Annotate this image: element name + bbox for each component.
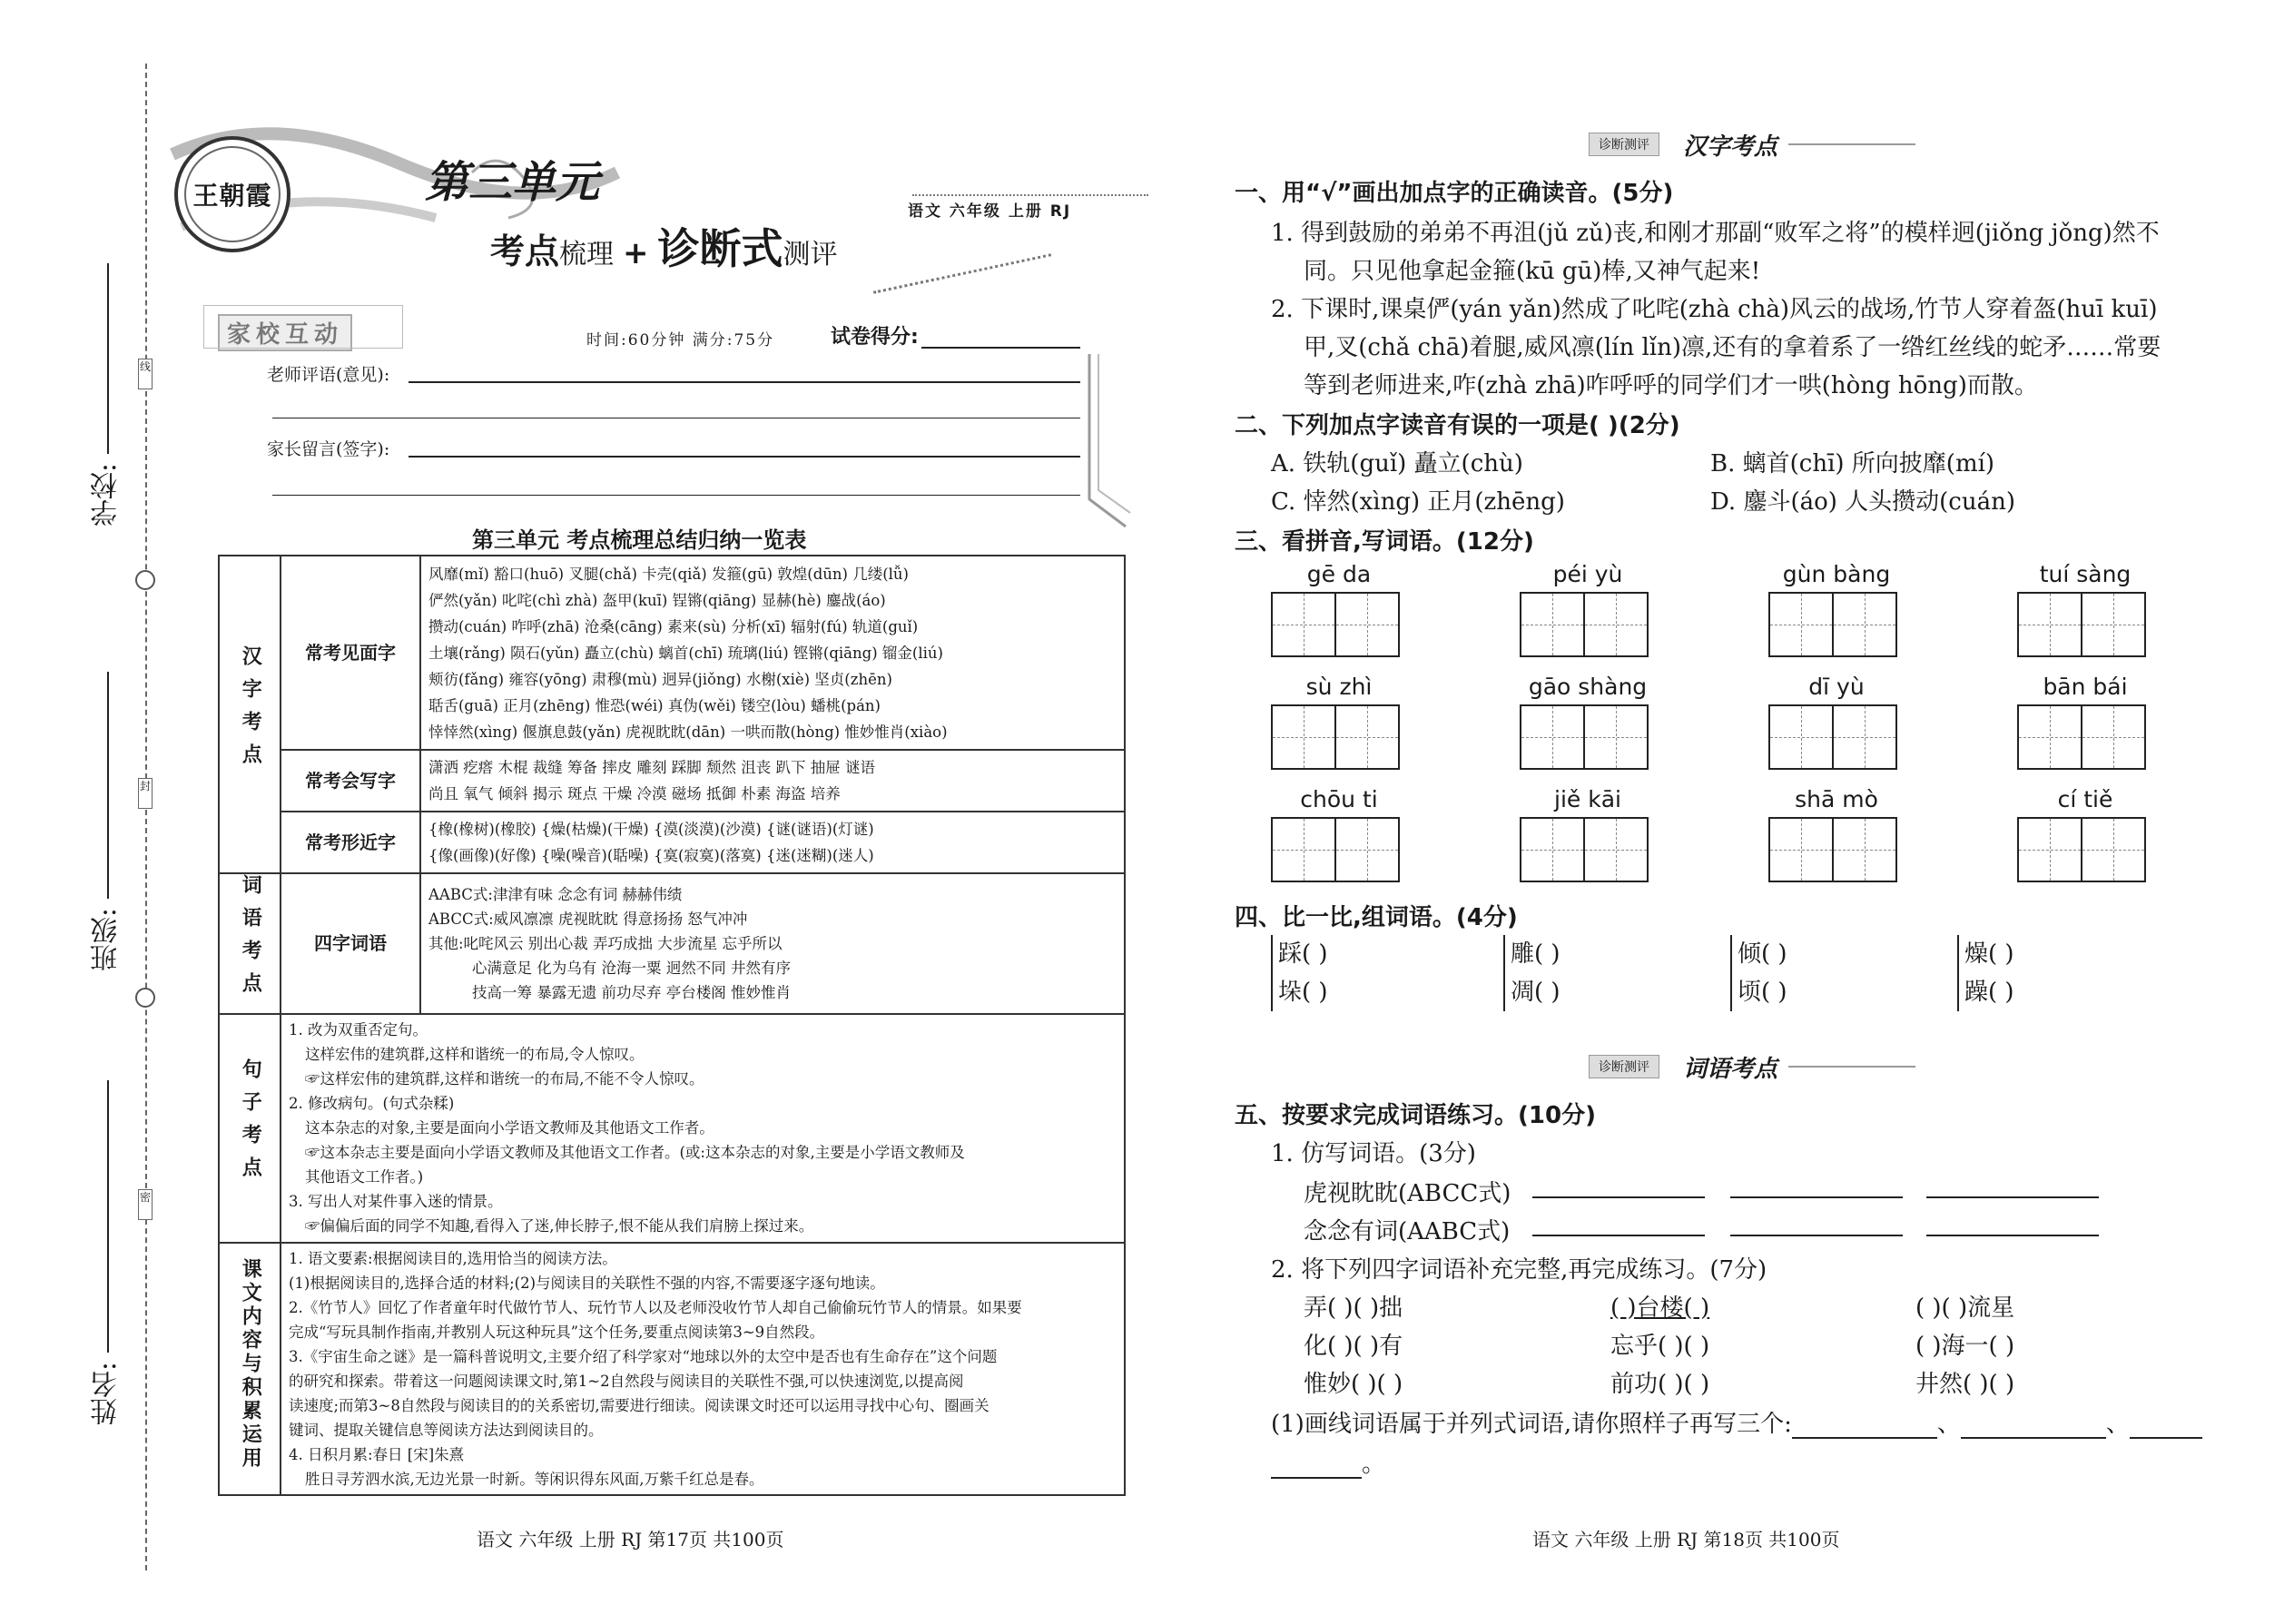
category-words: 词语考点 bbox=[219, 873, 281, 1014]
arrow-decoration bbox=[1788, 143, 1915, 145]
subtitle-plus: + bbox=[623, 235, 649, 271]
fill-word[interactable]: 前功( )( ) bbox=[1610, 1371, 1710, 1398]
q3-heading: 三、看拼音,写词语。(12分) bbox=[1235, 528, 1534, 556]
book-info: 语文 六年级 上册 RJ bbox=[908, 202, 1072, 221]
q2-option-d[interactable]: D. 鏖斗(áo) 人头攒动(cuán) bbox=[1710, 488, 2015, 516]
binding-hole-icon bbox=[135, 570, 155, 590]
write-line: 潇洒 疙瘩 木棍 裁缝 筹备 摔皮 雕刻 踩脚 颓然 沮丧 趴下 抽屉 谜语 bbox=[428, 759, 875, 776]
sentence-line: ☞这本杂志主要是面向小学语文教师及其他语文工作者。(或:这本杂志的对象,主要是小学语文教师及 bbox=[305, 1144, 965, 1162]
text-line: 的研究和探索。带着这一问题阅读课文时,第1~2自然段与阅读目的关联性不强,可以快速浏览,以提高阅 bbox=[289, 1372, 964, 1390]
section-title: 词语考点 bbox=[1683, 1055, 1778, 1083]
fill-word[interactable]: 惟妙( )( ) bbox=[1304, 1371, 1403, 1398]
compare-item[interactable]: 雕( ) bbox=[1511, 940, 1561, 968]
read-line: 俨然(yǎn) 叱咤(chì zhà) 盔甲(kuī) 锃锵(qiāng) 显赫(hè) 鏖战(áo) bbox=[428, 591, 886, 609]
score-label: 试卷得分: bbox=[831, 326, 919, 349]
page-subtitle bbox=[490, 216, 838, 276]
subcategory-write: 常考会写字 bbox=[281, 750, 420, 812]
writing-grid[interactable] bbox=[1520, 592, 1647, 657]
pinyin-label: péi yù bbox=[1552, 561, 1623, 587]
read-line: 悻悻然(xìng) 偃旗息鼓(yǎn) 虎视眈眈(dān) 一哄而散(hòng) 惟妙惟肖(xiào) bbox=[428, 723, 948, 741]
q2-option-c[interactable]: C. 悻然(xìng) 正月(zhēng) bbox=[1271, 488, 1565, 516]
answer-blank[interactable] bbox=[1926, 1235, 2099, 1236]
logo-text: 王朝霞 bbox=[192, 181, 272, 211]
school-label: 学校: bbox=[91, 463, 123, 527]
table-title: 第三单元 考点梳理总结归纳一览表 bbox=[472, 527, 807, 553]
read-line: 攒动(cuán) 咋呼(zhā) 沧桑(cāng) 素来(sù) 分析(xī) 辐射(fú) 轨道(guǐ) bbox=[428, 617, 919, 635]
q2-option-b[interactable]: B. 螭首(chī) 所向披靡(mí) bbox=[1710, 450, 1995, 477]
compare-item[interactable]: 燥( ) bbox=[1964, 940, 2014, 968]
text-line: 1. 语文要素:根据阅读目的,选用恰当的阅读方法。 bbox=[289, 1249, 617, 1267]
q5-sub2: 2. 将下列四字词语补充完整,再完成练习。(7分) bbox=[1271, 1256, 1767, 1284]
text-line: 2.《竹节人》回忆了作者童年时代做竹节人、玩竹节人以及老师没收竹节人却自己偷偷玩竹节人的情景。如果要 bbox=[289, 1298, 1022, 1316]
q1-line: 同。只见他拿起金箍(kū gū)棒,又神气起来! bbox=[1304, 258, 1761, 285]
text-line: 读速度;而第3~8自然段与阅读目的的关系密切,需要进行细读。阅读课文时还可以运用寻找中心句、圈画关 bbox=[289, 1396, 989, 1414]
compare-pair bbox=[1271, 935, 1328, 1011]
right-footer: 语文 六年级 上册 RJ 第18页 共100页 bbox=[1532, 1529, 1840, 1550]
sentence-cell bbox=[281, 1014, 1125, 1243]
writing-grid[interactable] bbox=[2017, 704, 2144, 770]
compare-item[interactable]: 倾( ) bbox=[1738, 940, 1787, 968]
name-label: 姓名: bbox=[91, 1362, 123, 1426]
compare-item[interactable]: 顷( ) bbox=[1738, 979, 1787, 1006]
sentence-line: 这样宏伟的建筑群,这样和谐统一的布局,令人惊叹。 bbox=[305, 1046, 645, 1064]
school-field[interactable] bbox=[107, 263, 109, 454]
subtitle-c: 诊断式 bbox=[657, 224, 783, 273]
text-line: 4. 日积月累:春日 [宋]朱熹 bbox=[289, 1445, 465, 1463]
teacher-comment-label: 老师评语(意见): bbox=[267, 365, 390, 385]
word-line: 其他:叱咤风云 别出心裁 弄巧成拙 大步流星 忘乎所以 bbox=[428, 934, 783, 952]
separator: 、 bbox=[2105, 1411, 2130, 1438]
home-school-badge: 家校互动 bbox=[218, 314, 352, 351]
writing-grid[interactable] bbox=[1271, 817, 1398, 882]
ci-section-header bbox=[1589, 1051, 1915, 1082]
compare-pair bbox=[1730, 935, 1787, 1011]
q1-line: 1. 得到鼓励的弟弟不再沮(jǔ zǔ)丧,和刚才那副“败军之将”的模样迥(jiǒng jǒng)然不 bbox=[1271, 220, 2160, 247]
subtitle-b: 梳理 bbox=[559, 239, 615, 271]
separator: 、 bbox=[1936, 1411, 1961, 1438]
dotted-decoration bbox=[873, 253, 1051, 294]
q5-1a-label: 虎视眈眈(ABCC式) bbox=[1304, 1180, 1511, 1207]
sentence-line: 1. 改为双重否定句。 bbox=[289, 1021, 428, 1039]
diagnosis-badge: 诊断测评 bbox=[1589, 1055, 1659, 1078]
pinyin-label: gāo shàng bbox=[1528, 674, 1648, 700]
write-chars-cell bbox=[420, 750, 1125, 812]
compare-item[interactable]: 躁( ) bbox=[1964, 979, 2014, 1006]
answer-blank[interactable] bbox=[1532, 1196, 1705, 1198]
subcategory-four-char: 四字词语 bbox=[281, 873, 420, 1014]
answer-blank[interactable] bbox=[1730, 1235, 1903, 1236]
text-line: 键词、提取关键信息等阅读方法达到阅读目的。 bbox=[289, 1421, 604, 1439]
writing-grid[interactable] bbox=[1768, 817, 1895, 882]
ribbon-decoration bbox=[1080, 354, 1135, 536]
similar-line: {像(画像)(好像) {噪(噪音)(聒噪) {寞(寂寞)(落寞) {迷(迷糊)(迷人) bbox=[428, 847, 874, 864]
compare-item[interactable]: 凋( ) bbox=[1511, 979, 1561, 1006]
q2-heading: 二、下列加点字读音有误的一项是( )(2分) bbox=[1235, 412, 1680, 439]
sentence-line: 3. 写出人对某件事入迷的情景。 bbox=[289, 1193, 503, 1211]
sentence-line: ☞偏偏后面的同学不知趣,看得入了迷,伸长脖子,恨不能从我们肩膀上探过来。 bbox=[305, 1217, 814, 1235]
pinyin-label: sù zhì bbox=[1305, 674, 1373, 700]
hanzi-section-header bbox=[1589, 129, 1915, 160]
pinyin-label: tuí sàng bbox=[2039, 561, 2132, 587]
sentence-line: ☞这样宏伟的建筑群,这样和谐统一的布局,不能不令人惊叹。 bbox=[305, 1070, 704, 1088]
writing-grid[interactable] bbox=[1768, 592, 1895, 657]
words-cell bbox=[420, 873, 1125, 1014]
answer-blank[interactable] bbox=[1792, 1437, 1937, 1439]
word-line: AABC式:津津有味 念念有词 赫赫伟绩 bbox=[428, 885, 683, 903]
subtitle-a: 考点 bbox=[490, 231, 560, 271]
pinyin-label: gùn bàng bbox=[1782, 561, 1891, 587]
similar-line: {橡(橡树)(橡胶) {燥(枯燥)(干燥) {漠(淡漠)(沙漠) {谜(谜语)(灯谜) bbox=[428, 821, 874, 838]
compare-item[interactable]: 垛( ) bbox=[1278, 979, 1328, 1006]
score-field[interactable] bbox=[921, 347, 1080, 349]
read-line: 颊彷(fǎng) 雍容(yōng) 肃穆(mù) 迥异(jiǒng) 水榭(xiè) 坚贞(zhēn) bbox=[428, 670, 892, 688]
compare-pair bbox=[1503, 935, 1561, 1011]
pinyin-label: bān bái bbox=[2043, 674, 2128, 700]
publisher-logo bbox=[174, 136, 290, 252]
q5-1b-label: 念念有词(AABC式) bbox=[1304, 1218, 1511, 1245]
q1-line: 等到老师进来,咋(zhà zhā)咋呼呼的同学们才一哄(hòng hōng)而散。 bbox=[1304, 372, 2038, 399]
name-field[interactable] bbox=[107, 1080, 109, 1353]
q1-heading: 一、用“√”画出加点字的正确读音。(5分) bbox=[1235, 180, 1674, 207]
text-cell bbox=[281, 1243, 1125, 1495]
pinyin-label: cí tiě bbox=[2057, 786, 2113, 812]
pinyin-label: shā mò bbox=[1795, 786, 1878, 812]
left-footer: 语文 六年级 上册 RJ 第17页 共100页 bbox=[477, 1529, 784, 1550]
text-line: (1)根据阅读目的,选择合适的材料;(2)与阅读目的关联性不强的内容,不需要逐字逐句地读。 bbox=[289, 1274, 885, 1292]
fill-word[interactable]: ( )( )流星 bbox=[1915, 1294, 2015, 1322]
answer-blank[interactable] bbox=[1532, 1235, 1705, 1236]
period: 。 bbox=[1362, 1451, 1386, 1478]
q5-sub3-cont bbox=[1271, 1445, 1385, 1479]
writing-grid[interactable] bbox=[1768, 704, 1895, 770]
category-sentence: 句子考点 bbox=[219, 1014, 281, 1243]
fill-word[interactable]: 忘乎( )( ) bbox=[1610, 1333, 1710, 1360]
time-info: 时间:60分钟 满分:75分 bbox=[586, 331, 775, 349]
summary-table bbox=[218, 555, 1126, 1496]
section-title: 汉字考点 bbox=[1683, 133, 1778, 161]
fill-word[interactable]: 化( )( )有 bbox=[1304, 1333, 1403, 1360]
writing-grid[interactable] bbox=[2017, 817, 2144, 882]
seal-tag: 密 bbox=[138, 1189, 153, 1220]
writing-grid[interactable] bbox=[1520, 817, 1647, 882]
parent-comment-field[interactable] bbox=[409, 456, 1080, 458]
q5-3-label: (1)画线词语属于并列式词语,请你照样子再写三个: bbox=[1271, 1411, 1792, 1438]
sentence-line: 2. 修改病句。(句式杂糅) bbox=[289, 1095, 455, 1113]
binding-hole-icon bbox=[135, 988, 155, 1008]
sentence-line: 这本杂志的对象,主要是面向小学语文教师及其他语文工作者。 bbox=[305, 1119, 714, 1137]
q4-heading: 四、比一比,组词语。(4分) bbox=[1235, 904, 1518, 931]
answer-blank[interactable] bbox=[1926, 1196, 2099, 1198]
answer-blank[interactable] bbox=[1730, 1196, 1903, 1198]
q1-line: 2. 下课时,课桌俨(yán yǎn)然成了叱咤(zhà chà)风云的战场,竹节人穿着盔(huī kuī) bbox=[1271, 296, 2158, 323]
read-line: 风靡(mǐ) 豁口(huō) 叉腿(chǎ) 卡壳(qiǎ) 发箍(gū) 敦煌(dūn) 几缕(lǚ) bbox=[428, 565, 909, 583]
write-line: 尚且 氧气 倾斜 揭示 斑点 干燥 冷漠 磁场 抵御 朴素 海盗 培养 bbox=[428, 785, 841, 802]
q1-line: 甲,叉(chǎ chā)着腿,威风凛(lín lǐn)凛,还有的拿着系了一绺红丝线的蛇矛……常要 bbox=[1304, 334, 2161, 361]
teacher-comment-field[interactable] bbox=[409, 381, 1080, 383]
text-line: 胜日寻芳泗水滨,无边光景一时新。等闲识得东风面,万紫千红总是春。 bbox=[305, 1470, 764, 1488]
read-line: 聒舌(guā) 正月(zhēng) 惟恐(wéi) 真伪(wěi) 镂空(lòu) 蟠桃(pán) bbox=[428, 696, 881, 714]
subtitle-d: 测评 bbox=[783, 239, 838, 271]
subcategory-similar: 常考形近字 bbox=[281, 812, 420, 873]
writing-grid[interactable] bbox=[1520, 704, 1647, 770]
class-field[interactable] bbox=[107, 672, 109, 899]
q5-heading: 五、按要求完成词语练习。(10分) bbox=[1235, 1102, 1596, 1129]
word-line: ABCC式:威风凛凛 虎视眈眈 得意扬扬 怒气冲冲 bbox=[428, 910, 748, 928]
q5-sub1: 1. 仿写词语。(3分) bbox=[1271, 1140, 1476, 1167]
class-label: 班级: bbox=[91, 908, 123, 972]
parent-comment-label: 家长留言(签字): bbox=[267, 439, 390, 459]
seal-tag: 线 bbox=[138, 359, 153, 389]
word-line: 技高一筹 暴露无遗 前功尽弃 亭台楼阁 惟妙惟肖 bbox=[472, 983, 791, 1001]
diagnosis-badge: 诊断测评 bbox=[1589, 133, 1659, 156]
arrow-decoration bbox=[1788, 1066, 1915, 1068]
q5-sub3 bbox=[1271, 1405, 2202, 1439]
fill-word[interactable]: ( )台楼( ) bbox=[1610, 1294, 1710, 1322]
writing-grid[interactable] bbox=[1271, 592, 1398, 657]
writing-grid[interactable] bbox=[2017, 592, 2144, 657]
pinyin-label: gē da bbox=[1306, 561, 1372, 587]
pinyin-label: chōu ti bbox=[1300, 786, 1378, 812]
read-chars-cell bbox=[420, 556, 1125, 750]
answer-blank[interactable] bbox=[1961, 1437, 2106, 1439]
sentence-line: 其他语文工作者。) bbox=[305, 1168, 424, 1186]
category-hanzi: 汉字考点 bbox=[219, 556, 281, 873]
writing-grid[interactable] bbox=[1271, 704, 1398, 770]
pinyin-label: jiě kāi bbox=[1554, 786, 1621, 812]
answer-blank[interactable] bbox=[2130, 1437, 2202, 1439]
parent-comment-field[interactable] bbox=[272, 495, 1080, 496]
text-line: 完成“写玩具制作指南,并教别人玩这种玩具”这个任务,要重点阅读第3~9自然段。 bbox=[289, 1323, 825, 1341]
answer-blank[interactable] bbox=[1271, 1477, 1362, 1479]
category-text: 课文内容与积累运用 bbox=[219, 1243, 281, 1495]
similar-chars-cell bbox=[420, 812, 1125, 873]
unit-title: 第三单元 bbox=[425, 157, 600, 208]
pinyin-label: dī yù bbox=[1808, 674, 1865, 700]
fill-word[interactable]: 弄( )( )拙 bbox=[1304, 1294, 1403, 1322]
read-line: 土壤(rǎng) 陨石(yǔn) 矗立(chù) 螭首(chī) 琉璃(liú) 铿锵(qiāng) 镏金(liú) bbox=[428, 644, 943, 662]
dotted-decoration bbox=[912, 194, 1148, 196]
badge-frame bbox=[203, 305, 403, 349]
compare-item[interactable]: 踩( ) bbox=[1278, 940, 1328, 968]
compare-pair bbox=[1957, 935, 2014, 1011]
text-line: 3.《宇宙生命之谜》是一篇科普说明文,主要介绍了科学家对“地球以外的太空中是否也有生命存在”这个问题 bbox=[289, 1347, 998, 1365]
subcategory-read: 常考见面字 bbox=[281, 556, 420, 750]
q2-option-a[interactable]: A. 铁轨(guǐ) 矗立(chù) bbox=[1271, 450, 1523, 477]
fill-word[interactable]: 井然( )( ) bbox=[1915, 1371, 2015, 1398]
cut-line bbox=[145, 64, 147, 1570]
word-line: 心满意足 化为乌有 沧海一粟 迥然不同 井然有序 bbox=[472, 959, 791, 977]
seal-tag: 封 bbox=[138, 778, 153, 809]
fill-word[interactable]: ( )海一( ) bbox=[1915, 1333, 2015, 1360]
